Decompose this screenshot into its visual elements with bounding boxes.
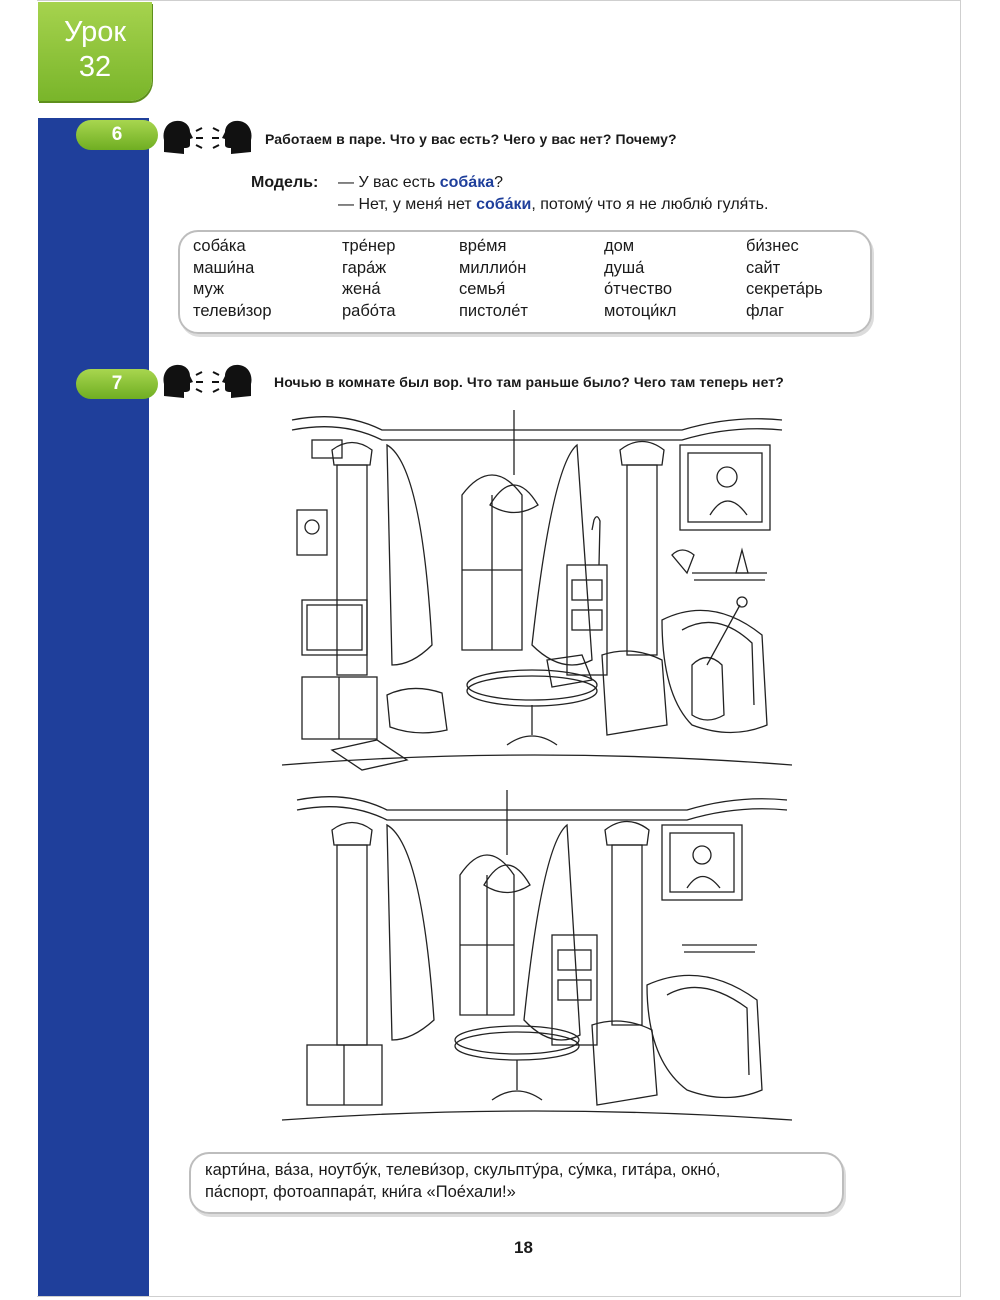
word-item: жена́ bbox=[342, 280, 381, 298]
word-column bbox=[193, 236, 272, 322]
page-bottom-rule bbox=[37, 1296, 961, 1297]
word-item: семья́ bbox=[459, 280, 506, 298]
model-answer-keyword: соба́ки bbox=[476, 196, 532, 213]
model-answer-text: — Нет, у меня́ нет bbox=[338, 196, 477, 213]
word-item: гара́ж bbox=[342, 258, 387, 277]
word-item: дом bbox=[604, 237, 635, 255]
lesson-word: Урок bbox=[63, 16, 127, 48]
room-illustration-after bbox=[262, 790, 802, 1130]
word-item: би́знес bbox=[746, 237, 799, 255]
speaking-heads-icon bbox=[160, 118, 255, 158]
side-color-band bbox=[38, 118, 149, 1296]
page-number: 18 bbox=[514, 1238, 533, 1257]
exercise-6-instruction: Работаем в паре. Что у вас есть? Чего у вас нет? Почему? bbox=[265, 131, 677, 147]
word-item: о́тчество bbox=[604, 280, 673, 298]
word-item: рабо́та bbox=[342, 301, 396, 320]
word-item: секрета́рь bbox=[746, 280, 823, 298]
model-answer-end: , потому́ что я не люблю́ гуля́ть. bbox=[531, 196, 769, 213]
model-question-end: ? bbox=[494, 174, 503, 191]
word-item: тре́нер bbox=[342, 237, 396, 255]
word-item: муж bbox=[193, 280, 225, 298]
word-item: маши́на bbox=[193, 258, 255, 277]
word-item: соба́ка bbox=[193, 237, 246, 255]
word-item: мотоци́кл bbox=[604, 301, 677, 320]
word-column bbox=[746, 236, 823, 322]
model-label: Модель: bbox=[251, 174, 319, 191]
word-item: пистоле́т bbox=[459, 301, 528, 320]
word-column bbox=[342, 236, 396, 322]
word-item: душа́ bbox=[604, 258, 645, 277]
model-question bbox=[338, 174, 503, 192]
word-item: сайт bbox=[746, 258, 781, 277]
exercise-7-badge: 7 bbox=[76, 369, 158, 399]
exercise-6-badge: 6 bbox=[76, 120, 158, 150]
model-answer bbox=[338, 196, 768, 214]
vocabulary-line: па́спорт, фотоаппара́т, кни́га «Пое́хали!» bbox=[205, 1183, 516, 1201]
model-question-text: — У вас есть bbox=[338, 174, 440, 191]
word-column bbox=[604, 236, 676, 322]
word-column bbox=[459, 236, 528, 322]
speaking-heads-icon bbox=[160, 362, 255, 402]
word-item: телеви́зор bbox=[193, 301, 272, 320]
word-item: вре́мя bbox=[459, 237, 507, 255]
lesson-number: 32 bbox=[78, 51, 112, 83]
word-item: миллио́н bbox=[459, 258, 527, 277]
vocabulary-line: карти́на, ва́за, ноутбу́к, телеви́зор, скульпту́ра, су́мка, гита́ра, окно́, bbox=[205, 1161, 721, 1179]
model-question-keyword: соба́ка bbox=[439, 174, 495, 191]
lesson-tab bbox=[38, 2, 152, 101]
exercise-7-instruction: Ночью в комнате был вор. Что там раньше было? Чего там теперь нет? bbox=[274, 374, 784, 390]
word-item: флаг bbox=[746, 301, 785, 320]
room-illustration-before bbox=[262, 405, 802, 777]
